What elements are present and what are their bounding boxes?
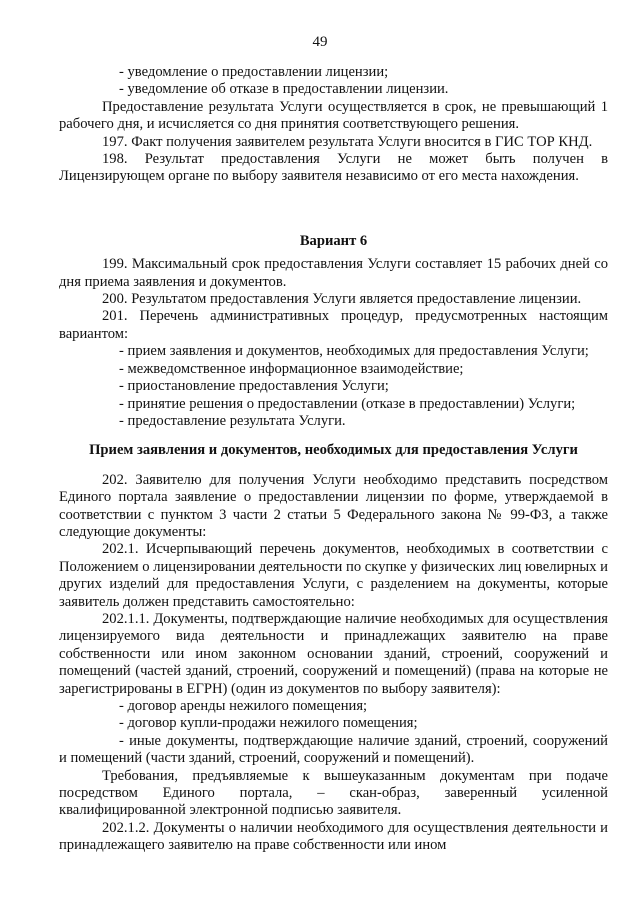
paragraph-198: 198. Результат предоставления Услуги не может быть получен в Лицензирующем органе по выбору заявителя независимо от его места нахождения. bbox=[59, 151, 608, 185]
page-number: 49 bbox=[312, 34, 328, 50]
paragraph-201: 201. Перечень административных процедур, предусмотренных настоящим вариантом: bbox=[59, 308, 608, 342]
document-body bbox=[59, 64, 608, 855]
paragraph-requirements: Требования, предъявляемые к вышеуказанным документам при подаче посредством Единого портала, – скан-образ, заверенный усиленной квалифицированной электронной подписью заявителя. bbox=[59, 767, 608, 819]
list-item: - уведомление об отказе в предоставлении лицензии. bbox=[119, 81, 449, 98]
spacer bbox=[59, 460, 608, 472]
list-item: - межведомственное информационное взаимодействие; bbox=[119, 360, 464, 377]
paragraph-197: 197. Факт получения заявителем результата Услуги вносится в ГИС ТОР КНД. bbox=[102, 133, 593, 150]
variant-heading: Вариант 6 bbox=[299, 232, 368, 249]
paragraph-202: 202. Заявителю для получения Услуги необходимо представить посредством Единого портала заявление о предоставлении лицензии по форме, утверждаемой в соответствии с пунктом 3 части 2 статьи 5 Федерального закона № 99-ФЗ, а также следующие документы: bbox=[59, 471, 608, 540]
list-item: - приостановление предоставления Услуги; bbox=[119, 378, 389, 395]
paragraph-200: 200. Результатом предоставления Услуги является предоставление лицензии. bbox=[102, 291, 582, 308]
section-heading: Прием заявления и документов, необходимых для предоставления Услуги bbox=[89, 442, 578, 459]
paragraph-202-1: 202.1. Исчерпывающий перечень документов, необходимых в соответствии с Положением о лицензировании деятельности по скупке у физических лиц ювелирных и других изделий для предоставления Услуги, с разделением на документы, которые заявитель должен представить самостоятельно: bbox=[59, 541, 608, 610]
list-item: - прием заявления и документов, необходимых для предоставления Услуги; bbox=[119, 343, 589, 360]
list-item: - иные документы, подтверждающие наличие зданий, строений, сооружений и помещений (части зданий, строений, сооружений и помещений). bbox=[59, 732, 608, 767]
paragraph-202-1-2: 202.1.2. Документы о наличии необходимого для осуществления деятельности и принадлежащего заявителю на праве собственности или ином bbox=[59, 819, 608, 854]
list-item: - уведомление о предоставлении лицензии; bbox=[119, 64, 389, 80]
paragraph-202-1-1: 202.1.1. Документы, подтверждающие наличие необходимых для осуществления лицензируемого вида деятельности и принадлежащих заявителю на праве собственности или ином законном основании зданий, строений, сооружений и помещений (частей зданий, строений, сооружений и помещений) (права на которые не зарегистрированы в ЕГРН) (один из документов по выбору заявителя): bbox=[59, 610, 608, 697]
list-item: - договор аренды нежилого помещения; bbox=[119, 698, 368, 714]
paragraph: Предоставление результата Услуги осуществляется в срок, не превышающий 1 рабочего дня, и исчисляется со дня принятия соответствующего решения. bbox=[59, 98, 608, 133]
list-item: - договор купли-продажи нежилого помещения; bbox=[119, 715, 418, 732]
list-item: - предоставление результата Услуги. bbox=[119, 412, 346, 429]
spacer bbox=[59, 186, 608, 233]
paragraph-199: 199. Максимальный срок предоставления Услуги составляет 15 рабочих дней со дня приема заявления и документов. bbox=[59, 256, 608, 290]
spacer bbox=[59, 430, 608, 442]
list-item: - принятие решения о предоставлении (отказе в предоставлении) Услуги; bbox=[119, 395, 576, 412]
